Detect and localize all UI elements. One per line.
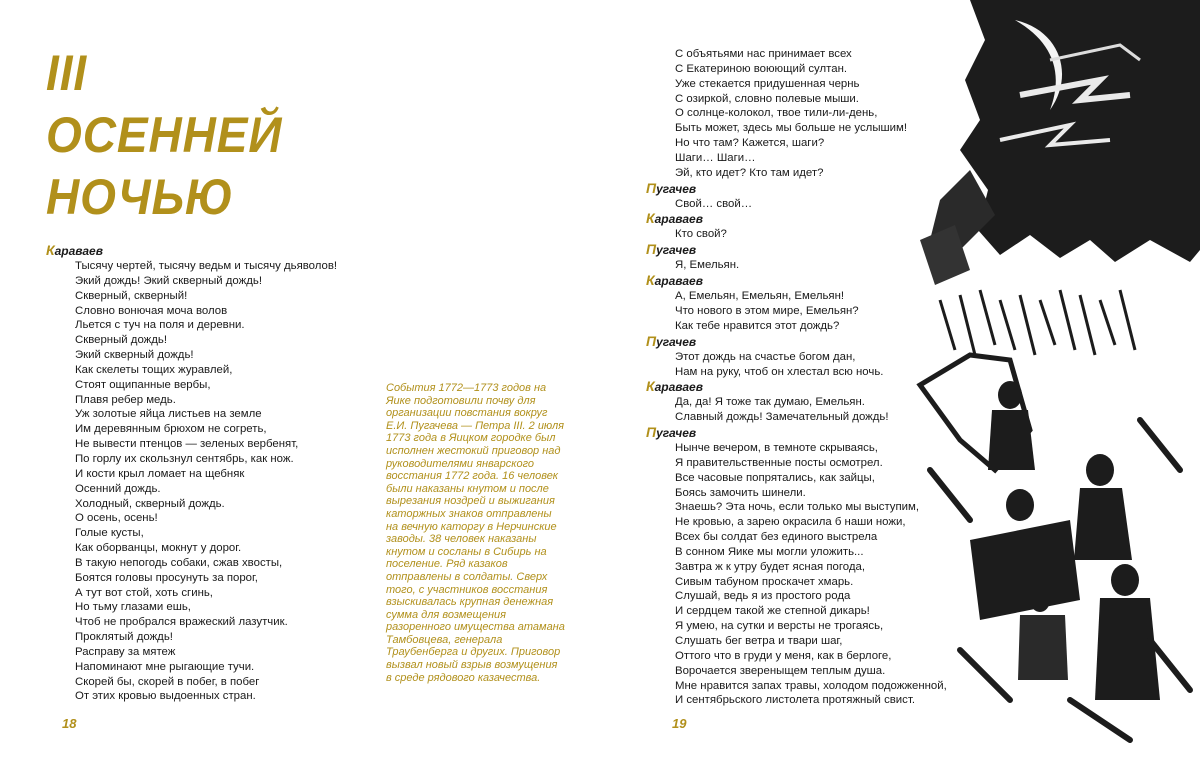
verse-line: Знаешь? Эта ночь, если только мы выступим, [675, 501, 920, 514]
verse-line: Нынче вечером, в темноте скрываясь, [675, 442, 878, 455]
speaker-initial: К [646, 378, 655, 395]
verse-line: И сентябрьского листолета протяжный свист. [675, 694, 915, 707]
verse-line: В сонном Яике мы могли уложить... [675, 545, 864, 558]
verse-line: А, Емельян, Емельян, Емельян! [675, 290, 845, 303]
verse-line: Ворочается звереныщем теплым душа. [675, 664, 886, 677]
verse-line: В такую непогодь собаки, сжав хвосты, [75, 556, 283, 569]
verse-line: Уж золотые яйца листьев на земле [75, 408, 262, 421]
verse-line: Тысячу чертей, тысячу ведьм и тысячу дьяволов! [75, 260, 338, 272]
verse-line: Расправу за мятеж [75, 645, 176, 658]
verse-line: Плавя ребер медь. [75, 393, 176, 406]
verse-line: Не кровью, а зарею окрасила б наши ножи, [675, 516, 906, 529]
verse-line: Кто свой? [675, 228, 727, 241]
verse-line: Славный дождь! Замечательный дождь! [675, 411, 889, 424]
speaker-name [46, 243, 346, 259]
verse-line: Скверный, скверный! [75, 289, 188, 302]
speaker-initial: П [646, 179, 657, 196]
verse-line: Я умею, на сутки и версты не трогаясь, [675, 620, 884, 633]
verse-line: Все часовые попрятались, как зайцы, [675, 471, 875, 484]
verse-line: О солнце-колокол, твое тили-ли-день, [675, 107, 878, 120]
speaker-rest: угачев [656, 243, 697, 258]
ink-illustration [900, 0, 1200, 765]
verse-line: Напоминают мне рыгающие тучи. [75, 660, 255, 673]
verse-line: Слушай, ведь я из простого рода [675, 590, 851, 603]
speaker-rest: араваев [654, 274, 703, 289]
speaker-initial: К [646, 210, 655, 227]
verse-line: Скверный дождь! [75, 334, 168, 347]
verse-column [46, 243, 346, 704]
chapter-number: III [46, 45, 88, 101]
verse-line: Эй, кто идет? Кто там идет? [675, 166, 824, 179]
verse-line: Не вывести птенцов — зеленых вербенят, [75, 438, 299, 451]
right-page [600, 0, 1200, 765]
verse-line: Голые кусты, [75, 527, 144, 540]
speaker-initial: П [646, 241, 657, 258]
verse-line: Быть может, здесь мы больше не услышим! [675, 122, 908, 135]
verse-line: Им деревянным брюхом не согреть, [75, 423, 267, 436]
verse-line: Мне нравится запах травы, холодом подожженной, [675, 679, 947, 692]
verse-line: Но что там? Кажется, шаги? [675, 137, 825, 150]
speaker-rest: араваев [654, 380, 703, 395]
speaker-rest: араваев [654, 212, 703, 227]
verse-line: Но тьму глазами ешь, [75, 601, 191, 614]
verse-line: Оттого что в груди у меня, как в берлоге, [675, 649, 892, 662]
chapter-title-line-2: НОЧЬЮ [46, 169, 234, 225]
verse-line: Сивым табуном проскачет хмарь. [675, 575, 854, 588]
verse-line: Скорей бы, скорей в побег, в побег [75, 675, 260, 688]
verse-line: Экий скверный дождь! [75, 349, 194, 362]
verse-line: Что нового в этом мире, Емельян? [675, 304, 859, 317]
verse-line: Льется с туч на поля и деревни. [75, 319, 245, 332]
verse-line: И сердцем такой же степной дикарь! [675, 605, 870, 618]
verse-line: Экий дождь! Экий скверный дождь! [75, 274, 262, 287]
verse-line: И кости крыл ломает на щебняк [75, 467, 245, 480]
verse-line: От этих кровью выдоенных стран. [75, 690, 256, 703]
page-number: 19 [672, 716, 687, 731]
verse-line: Свой… свой… [675, 197, 753, 210]
verse-line: Я правительственные посты осмотрел. [675, 456, 883, 469]
verse-line: А тут вот стой, хоть сгинь, [75, 586, 213, 599]
verse-line: С объятьями нас принимает всех [675, 48, 852, 60]
speaker-initial: П [646, 424, 657, 441]
verse-line: Холодный, скверный дождь. [75, 497, 225, 510]
chapter-title-line-1: ОСЕННЕЙ [46, 107, 283, 163]
verse-line: Нам на руку, чтоб он хлестал всю ночь. [675, 365, 884, 378]
verse-line: Слушать бег ветра и твари шаг, [675, 635, 843, 647]
verse-line: С озиркой, словно полевые мыши. [675, 92, 859, 105]
verse-line: Шаги… Шаги… [675, 151, 756, 164]
verse-line: Осенний дождь. [75, 482, 161, 495]
speaker-rest: угачев [656, 426, 697, 441]
verse-line: Как скелеты тощих журавлей, [75, 363, 233, 376]
verse-line: С Екатериною воюющий султан. [675, 62, 848, 75]
speaker-rest: угачев [656, 334, 697, 349]
verse-line: Стоят ощипанные вербы, [75, 378, 211, 391]
verse-line: О осень, осень! [75, 512, 158, 525]
verse-line: Как тебе нравится этот дождь? [675, 319, 840, 332]
verse-line: Чтоб не пробрался вражеский лазутчик. [75, 616, 288, 629]
verse-line: Боятся головы просунуть за порог, [75, 571, 258, 584]
speaker-initial: П [646, 332, 657, 349]
verse-line: Всех бы солдат без единого выстрела [675, 531, 878, 544]
verse-line: Этот дождь на счастье богом дан, [675, 350, 856, 363]
verse-line: По горлу их скользнул сентябрь, как нож. [75, 452, 294, 465]
verse-line: Как оборванцы, мокнут у дорог. [75, 542, 242, 555]
verse-line: Я, Емельян. [675, 259, 740, 272]
verse-line: Уже стекается придушенная чернь [675, 77, 860, 90]
verse-line: Да, да! Я тоже так думаю, Емельян. [675, 396, 865, 409]
verse-line: Завтра ж к утру будет ясная погода, [675, 560, 866, 573]
verse-line: Проклятый дождь! [75, 631, 173, 644]
speaker-initial: К [46, 242, 55, 258]
page-number: 18 [62, 716, 77, 731]
speaker-rest: араваев [54, 244, 103, 258]
verse-line: Боясь замочить шинели. [675, 486, 806, 499]
verse-line: Словно вонючая моча волов [75, 304, 228, 317]
historical-side-note: События 1772—1773 годов на Яике подготовили почву для организации повстания вокруг Е.И. Пугачева — Петра III. 2 июля 1773 года в Яицком городке был исполнен жестокий приговор над руководителями январского восстания 1772 года. 16 человек были наказаны кнутом и после вырезания ноздрей и выжигания каторжных знаков отправлены на вечную каторгу в Нерчинские заводы. 38 человек наказаны кнутом и сосланы в Сибирь на поселение. Ряд казаков отправлены в солдаты. Сверх того, с участников восстания взыскивалась крупная денежная сумма для возмещения разоренного имущества атамана Тамбовцева, генерала Траубенберга и других. Приговор вызвал новый взрыв возмущения в среде рядового казачества. [386, 382, 565, 684]
chapter-title [46, 42, 282, 228]
speaker-rest: угачев [656, 181, 697, 196]
speaker-initial: К [646, 272, 655, 289]
